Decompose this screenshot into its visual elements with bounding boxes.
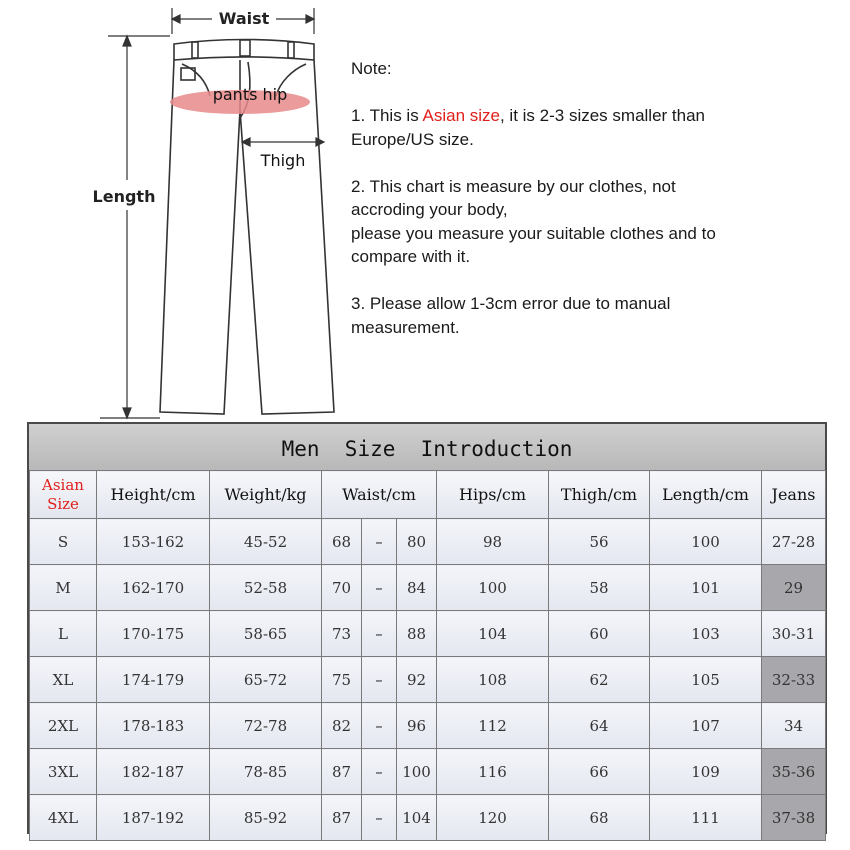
cell-thigh: 66 (549, 749, 650, 795)
cell-waist-dash: – (362, 565, 397, 611)
size-chart-title: Men Size Introduction (29, 424, 825, 470)
cell-thigh: 60 (549, 611, 650, 657)
cell-height: 174-179 (97, 657, 210, 703)
cell-hips: 116 (437, 749, 549, 795)
cell-thigh: 58 (549, 565, 650, 611)
table-row (30, 795, 826, 841)
cell-waist-min: 87 (322, 749, 362, 795)
cell-waist-dash: – (362, 657, 397, 703)
header-weight: Weight/kg (210, 471, 322, 519)
cell-waist-dash: – (362, 703, 397, 749)
cell-length: 111 (650, 795, 762, 841)
cell-length: 107 (650, 703, 762, 749)
cell-weight: 45-52 (210, 519, 322, 565)
hip-label: pants hip (212, 85, 288, 104)
cell-jeans: 34 (762, 703, 826, 749)
cell-waist-max: 88 (397, 611, 437, 657)
cell-waist-dash: – (362, 611, 397, 657)
cell-hips: 120 (437, 795, 549, 841)
cell-thigh: 68 (549, 795, 650, 841)
table-row (30, 519, 826, 565)
header-thigh: Thigh/cm (549, 471, 650, 519)
cell-hips: 108 (437, 657, 549, 703)
cell-waist-min: 87 (322, 795, 362, 841)
cell-size: 2XL (30, 703, 97, 749)
note-1: 1. This is Asian size, it is 2-3 sizes smaller than (351, 106, 705, 125)
note-3: 3. Please allow 1-3cm error due to manual (351, 294, 671, 313)
cell-waist-max: 92 (397, 657, 437, 703)
cell-hips: 104 (437, 611, 549, 657)
cell-waist-max: 84 (397, 565, 437, 611)
cell-size: 3XL (30, 749, 97, 795)
cell-height: 178-183 (97, 703, 210, 749)
cell-jeans: 35-36 (762, 749, 826, 795)
cell-weight: 52-58 (210, 565, 322, 611)
header-waist: Waist/cm (322, 471, 437, 519)
cell-size: S (30, 519, 97, 565)
table-row (30, 703, 826, 749)
cell-size: 4XL (30, 795, 97, 841)
cell-thigh: 56 (549, 519, 650, 565)
cell-length: 103 (650, 611, 762, 657)
cell-waist-dash: – (362, 749, 397, 795)
cell-height: 153-162 (97, 519, 210, 565)
cell-size: L (30, 611, 97, 657)
length-label: Length (92, 187, 156, 206)
asian-size-highlight: Asian size (422, 106, 500, 125)
cell-waist-min: 75 (322, 657, 362, 703)
size-chart (27, 422, 827, 834)
table-body (30, 519, 826, 841)
table-row (30, 611, 826, 657)
cell-thigh: 64 (549, 703, 650, 749)
table-header-row (30, 471, 826, 519)
header-length: Length/cm (650, 471, 762, 519)
thigh-arrow (242, 138, 324, 146)
note-2-line-3: please you measure your suitable clothes and to (351, 223, 716, 243)
cell-size: XL (30, 657, 97, 703)
table-row (30, 657, 826, 703)
note-2-line-4: compare with it. (351, 247, 471, 266)
length-arrow (100, 36, 170, 418)
cell-hips: 98 (437, 519, 549, 565)
cell-waist-min: 70 (322, 565, 362, 611)
pants-measurement-diagram (0, 0, 345, 420)
cell-jeans: 29 (762, 565, 826, 611)
info-section (0, 0, 850, 420)
cell-waist-min: 82 (322, 703, 362, 749)
header-hips: Hips/cm (437, 471, 549, 519)
notes-heading: Note: (351, 59, 392, 78)
table-row (30, 565, 826, 611)
cell-waist-min: 73 (322, 611, 362, 657)
note-1-line-2: Europe/US size. (351, 129, 474, 149)
cell-height: 182-187 (97, 749, 210, 795)
cell-waist-max: 80 (397, 519, 437, 565)
cell-hips: 100 (437, 565, 549, 611)
cell-waist-min: 68 (322, 519, 362, 565)
cell-length: 100 (650, 519, 762, 565)
cell-jeans: 32-33 (762, 657, 826, 703)
cell-size: M (30, 565, 97, 611)
cell-length: 105 (650, 657, 762, 703)
header-asian-size: Asian Size (30, 471, 97, 519)
cell-weight: 72-78 (210, 703, 322, 749)
cell-weight: 85-92 (210, 795, 322, 841)
header-height: Height/cm (97, 471, 210, 519)
cell-jeans: 37-38 (762, 795, 826, 841)
cell-jeans: 27-28 (762, 519, 826, 565)
waist-label: Waist (218, 9, 270, 28)
thigh-label: Thigh (260, 151, 306, 170)
cell-waist-dash: – (362, 795, 397, 841)
cell-length: 109 (650, 749, 762, 795)
cell-waist-max: 96 (397, 703, 437, 749)
note-3-line-2: measurement. (351, 317, 460, 337)
cell-jeans: 30-31 (762, 611, 826, 657)
table-row (30, 749, 826, 795)
cell-height: 187-192 (97, 795, 210, 841)
header-jeans: Jeans (762, 471, 826, 519)
notes-panel (351, 57, 831, 339)
cell-thigh: 62 (549, 657, 650, 703)
cell-height: 162-170 (97, 565, 210, 611)
cell-weight: 58-65 (210, 611, 322, 657)
cell-hips: 112 (437, 703, 549, 749)
cell-waist-max: 100 (397, 749, 437, 795)
cell-length: 101 (650, 565, 762, 611)
note-2-line-2: accroding your body, (351, 200, 508, 219)
size-table (29, 470, 826, 841)
cell-waist-max: 104 (397, 795, 437, 841)
cell-weight: 78-85 (210, 749, 322, 795)
cell-weight: 65-72 (210, 657, 322, 703)
cell-waist-dash: – (362, 519, 397, 565)
cell-height: 170-175 (97, 611, 210, 657)
note-2: 2. This chart is measure by our clothes, not (351, 176, 676, 196)
